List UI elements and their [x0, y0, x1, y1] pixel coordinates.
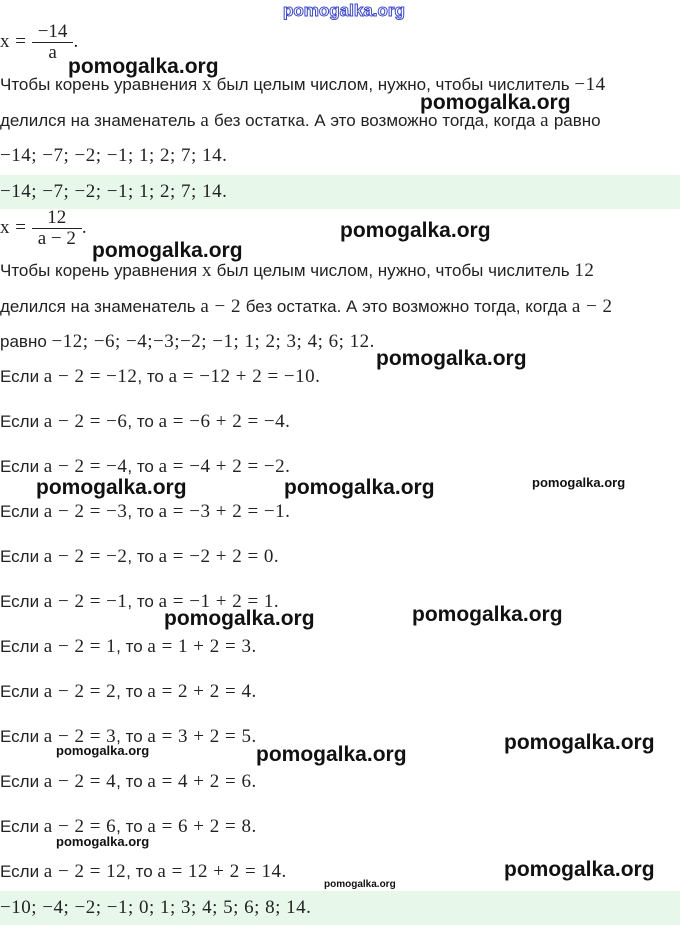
case-result: a = 6 + 2 = 8. [147, 816, 257, 837]
text-fragment: равно [549, 111, 601, 130]
case-then: , то [116, 637, 148, 656]
text-fragment: был целым числом, нужно, чтобы числитель [211, 261, 575, 280]
watermark: pomogalka.org [68, 55, 219, 78]
watermark: pomogalka.org [256, 743, 407, 766]
text-fragment: Чтобы корень уравнения [0, 75, 202, 94]
case-then: , то [116, 727, 148, 746]
case-result: a = −2 + 2 = 0. [158, 546, 280, 567]
case-then: , то [116, 817, 148, 836]
case-result: a = 12 + 2 = 14. [157, 861, 287, 882]
case-line [0, 546, 279, 568]
case-condition: a − 2 = −4 [43, 456, 128, 477]
case-if: Если [0, 817, 44, 836]
equation-2-lhs: x = [0, 216, 32, 238]
case-line [0, 636, 257, 658]
watermark: pomogalka.org [92, 239, 243, 262]
case-result: a = 1 + 2 = 3. [147, 636, 257, 657]
case-then: , то [127, 547, 159, 566]
case-result: a = 4 + 2 = 6. [147, 771, 257, 792]
case-if: Если [0, 592, 44, 611]
watermark: pomogalka.org [504, 731, 655, 754]
case-result: a = 3 + 2 = 5. [147, 726, 257, 747]
case-line [0, 771, 257, 793]
watermark: pomogalka.org [340, 219, 491, 242]
case-then: , то [116, 772, 148, 791]
case-if: Если [0, 502, 44, 521]
paragraph-1-values [0, 145, 227, 167]
case-then: , то [127, 592, 159, 611]
case-then: , то [127, 502, 159, 521]
watermark: pomogalka.org [324, 879, 396, 890]
fraction-2-denominator: a − 2 [37, 228, 76, 249]
case-condition: a − 2 = 2 [43, 681, 117, 702]
case-if: Если [0, 682, 44, 701]
case-result: a = −12 + 2 = −10. [168, 366, 321, 387]
case-if: Если [0, 862, 44, 881]
equation-1-tail: . [73, 30, 79, 52]
case-line [0, 366, 320, 388]
case-then: , то [126, 862, 158, 881]
values-list: −12; −6; −4;−3;−2; −1; 1; 2; 3; 4; 6; 12. [51, 331, 375, 352]
text-fragment: без остатка. А это возможно тогда, когда [209, 111, 541, 130]
case-line [0, 861, 287, 883]
math-num: 12 [574, 260, 595, 281]
fraction-2-numerator: 12 [32, 208, 82, 229]
case-condition: a − 2 = 4 [43, 771, 117, 792]
watermark: pomogalka.org [284, 476, 435, 499]
answer-band-2 [0, 891, 680, 925]
case-line [0, 456, 290, 478]
text-fragment: делился на знаменатель [0, 297, 201, 316]
answer-1: −14; −7; −2; −1; 1; 2; 7; 14. [0, 181, 228, 202]
watermark: pomogalka.org [164, 607, 315, 630]
text-fragment: делился на знаменатель [0, 111, 201, 130]
fraction-1-denominator: a [48, 42, 57, 63]
case-condition: a − 2 = −6 [43, 411, 128, 432]
watermark: pomogalka.org [56, 743, 150, 758]
text-fragment: Чтобы корень уравнения [0, 261, 202, 280]
case-result: a = −1 + 2 = 1. [158, 591, 280, 612]
case-condition: a − 2 = −2 [43, 546, 128, 567]
case-if: Если [0, 412, 44, 431]
answer-2: −10; −4; −2; −1; 0; 1; 3; 4; 5; 6; 8; 14. [0, 897, 312, 918]
case-line [0, 501, 290, 523]
case-condition: a − 2 = 1 [43, 636, 117, 657]
paragraph-2-line-1 [0, 260, 594, 282]
case-result: a = 2 + 2 = 4. [147, 681, 257, 702]
case-if: Если [0, 727, 44, 746]
fraction-1-numerator: −14 [32, 22, 74, 43]
case-result: a = −3 + 2 = −1. [158, 501, 291, 522]
math-var: x [201, 74, 212, 95]
case-line [0, 681, 257, 703]
case-then: , то [127, 457, 159, 476]
watermark: pomogalka.org [504, 858, 655, 881]
equation-2 [0, 208, 87, 249]
math-var: a [200, 110, 210, 131]
case-condition: a − 2 = 3 [43, 726, 117, 747]
case-if: Если [0, 637, 44, 656]
watermark: pomogalka.org [376, 347, 527, 370]
text-fragment: равно [0, 332, 52, 351]
answer-band-1 [0, 175, 680, 209]
math-expr: a − 2 [571, 296, 613, 317]
equation-1-lhs: x = [0, 30, 32, 52]
case-if: Если [0, 772, 44, 791]
case-result: a = −4 + 2 = −2. [158, 456, 291, 477]
case-then: , то [116, 682, 148, 701]
case-result: a = −6 + 2 = −4. [158, 411, 291, 432]
values-list: −14; −7; −2; −1; 1; 2; 7; 14. [0, 145, 228, 166]
paragraph-2-line-3 [0, 331, 375, 353]
paragraph-2-line-2 [0, 296, 613, 318]
case-line [0, 411, 290, 433]
case-then: , то [137, 367, 169, 386]
watermark: pomogalka.org [532, 475, 626, 490]
case-condition: a − 2 = −12 [43, 366, 138, 387]
case-condition: a − 2 = 6 [43, 816, 117, 837]
math-num: −14 [574, 74, 606, 95]
case-condition: a − 2 = 12 [43, 861, 127, 882]
case-if: Если [0, 547, 44, 566]
equation-2-tail: . [81, 216, 88, 238]
math-expr: a − 2 [200, 296, 242, 317]
watermark: pomogalka.org [412, 603, 563, 626]
equation-1 [0, 22, 79, 63]
math-var: a [540, 110, 550, 131]
text-fragment: был целым числом, нужно, чтобы числитель [211, 75, 575, 94]
case-condition: a − 2 = −3 [43, 501, 128, 522]
case-if: Если [0, 457, 44, 476]
text-fragment: без остатка. А это возможно тогда, когда [241, 297, 572, 316]
case-then: , то [127, 412, 159, 431]
watermark: pomogalka.org [36, 476, 187, 499]
math-var: x [201, 260, 212, 281]
watermark: pomogalka.org [420, 91, 571, 114]
watermark-top: pomogalka.org [283, 1, 405, 20]
watermark: pomogalka.org [56, 834, 150, 849]
fraction-2 [32, 208, 82, 249]
case-condition: a − 2 = −1 [43, 591, 128, 612]
case-if: Если [0, 367, 44, 386]
